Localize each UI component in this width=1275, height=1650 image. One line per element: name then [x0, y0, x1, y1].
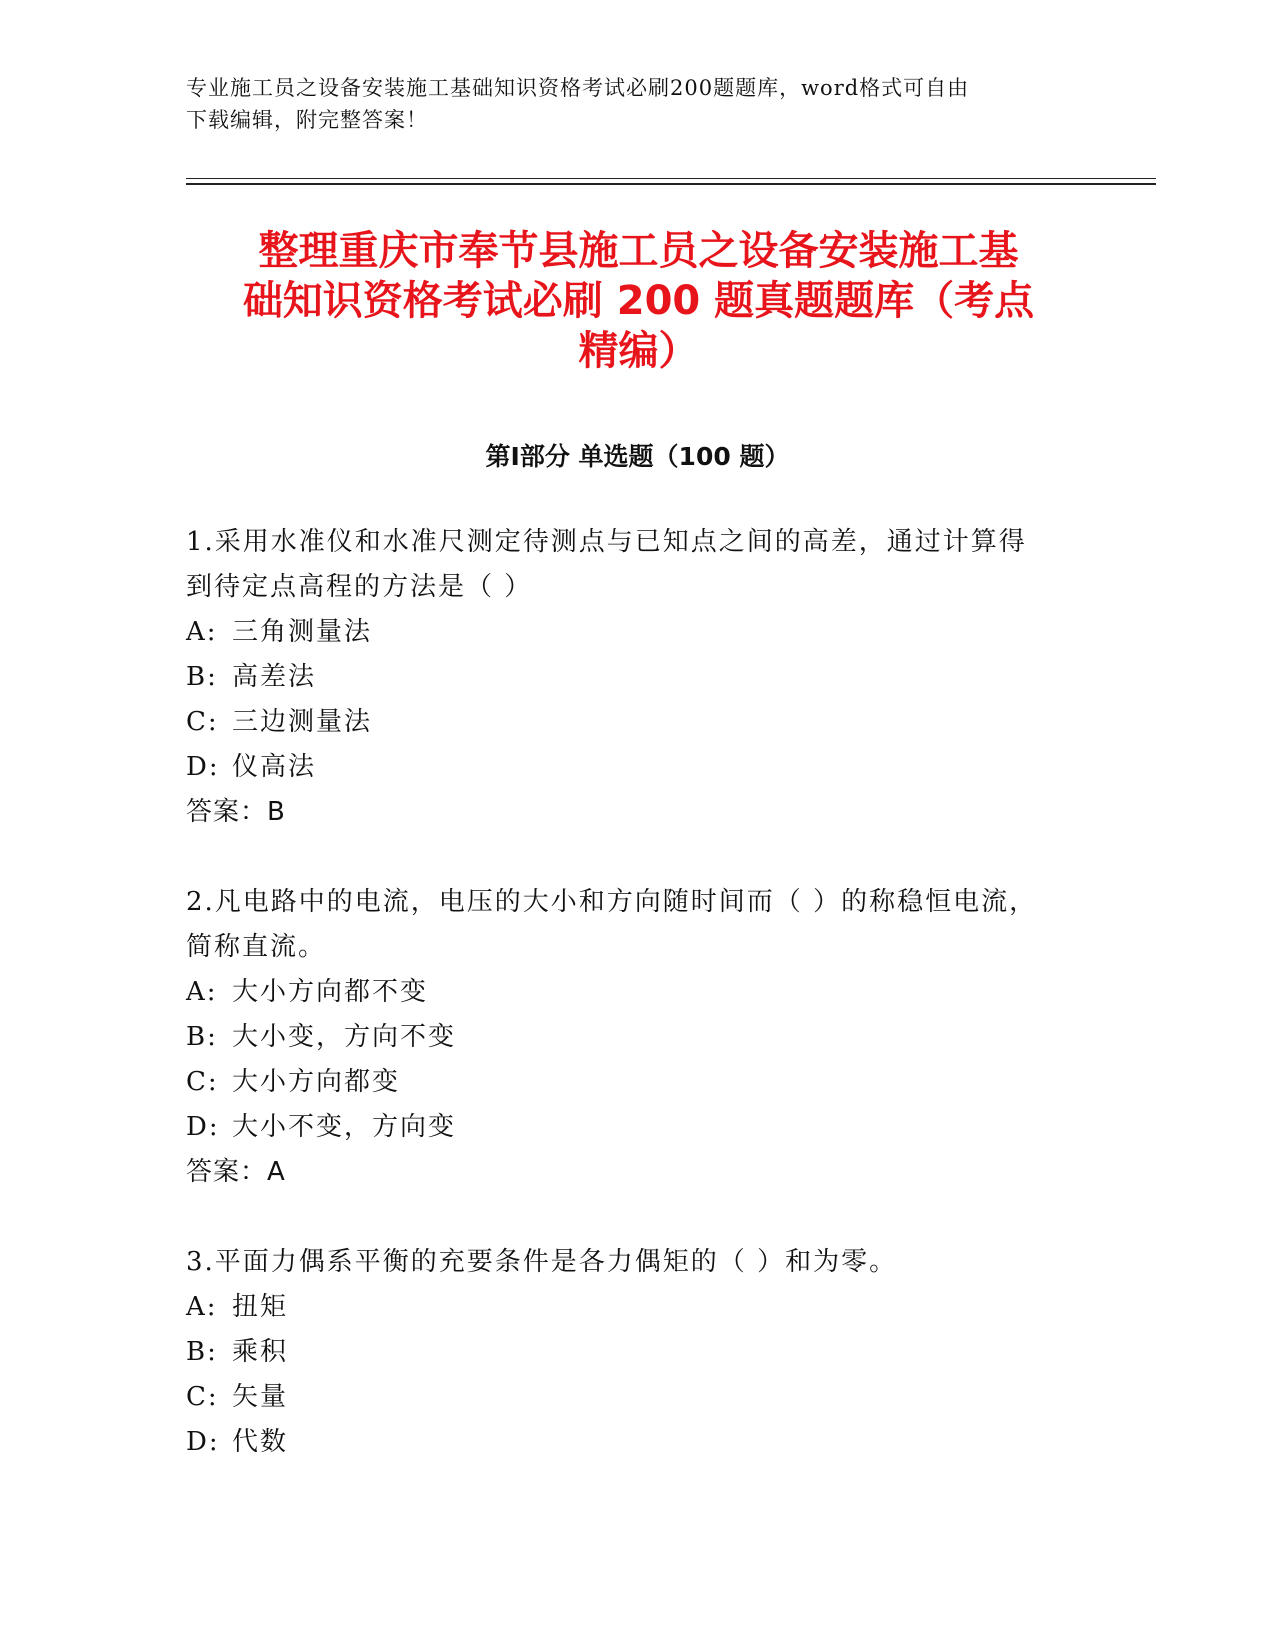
question-3: [186, 1240, 1076, 1465]
option-a: [186, 1285, 1076, 1330]
document-title: [186, 226, 1091, 376]
option-text: 高差法: [232, 662, 317, 692]
section-heading: 第Ⅰ部分 单选题（100 题）: [485, 442, 790, 471]
option-d: [186, 1420, 1076, 1465]
option-b: [186, 655, 1076, 700]
header-note-line: 下载编辑，附完整答案！: [186, 108, 428, 132]
answer-label: 答案：A: [186, 1157, 286, 1187]
question-stem: 2.凡电路中的电流，电压的大小和方向随时间而（ ）的称稳恒电流，: [186, 887, 1038, 917]
option-key: A:: [186, 617, 218, 647]
question-stem: 1.采用水准仪和水准尺测定待测点与已知点之间的高差，通过计算得: [186, 527, 1027, 557]
option-text: 大小方向都变: [232, 1067, 401, 1097]
option-key: B:: [186, 662, 218, 692]
title-line: 精编）: [578, 328, 699, 374]
question-stem: 简称直流。: [186, 932, 327, 962]
option-c: [186, 1060, 1076, 1105]
title-line: 础知识资格考试必刷 200 题真题题库（考点: [242, 278, 1035, 324]
option-text: 大小不变，方向变: [232, 1112, 457, 1142]
option-d: [186, 1105, 1076, 1150]
header-note-line: 专业施工员之设备安装施工基础知识资格考试必刷200题题库，word格式可自由: [186, 76, 970, 100]
option-key: B:: [186, 1337, 218, 1367]
question-2: [186, 880, 1076, 1195]
header-note: [186, 72, 1076, 136]
question-stem: 3.平面力偶系平衡的充要条件是各力偶矩的（ ）和为零。: [186, 1247, 898, 1277]
option-text: 三边测量法: [232, 707, 373, 737]
option-key: B:: [186, 1022, 218, 1052]
option-key: D:: [186, 752, 220, 782]
question-stem: 到待定点高程的方法是（ ）: [186, 572, 533, 602]
option-key: D:: [186, 1427, 220, 1457]
option-text: 代数: [232, 1427, 289, 1457]
option-d: [186, 745, 1076, 790]
option-text: 三角测量法: [232, 617, 373, 647]
answer-label: 答案：B: [186, 797, 286, 827]
divider-thick: [186, 183, 1156, 185]
option-text: 大小变，方向不变: [232, 1022, 457, 1052]
option-key: D:: [186, 1112, 220, 1142]
option-b: [186, 1330, 1076, 1375]
option-c: [186, 1375, 1076, 1420]
option-text: 仪高法: [232, 752, 317, 782]
option-a: [186, 610, 1076, 655]
question-1: [186, 520, 1076, 835]
option-key: C:: [186, 1067, 219, 1097]
option-key: C:: [186, 1382, 219, 1412]
option-text: 矢量: [232, 1382, 289, 1412]
option-key: A:: [186, 1292, 218, 1322]
title-line: 整理重庆市奉节县施工员之设备安装施工基: [258, 228, 1019, 274]
option-text: 扭矩: [232, 1292, 289, 1322]
option-key: A:: [186, 977, 218, 1007]
divider-thin: [186, 178, 1156, 179]
option-c: [186, 700, 1076, 745]
option-b: [186, 1015, 1076, 1060]
option-key: C:: [186, 707, 219, 737]
option-a: [186, 970, 1076, 1015]
option-text: 乘积: [232, 1337, 289, 1367]
option-text: 大小方向都不变: [232, 977, 429, 1007]
